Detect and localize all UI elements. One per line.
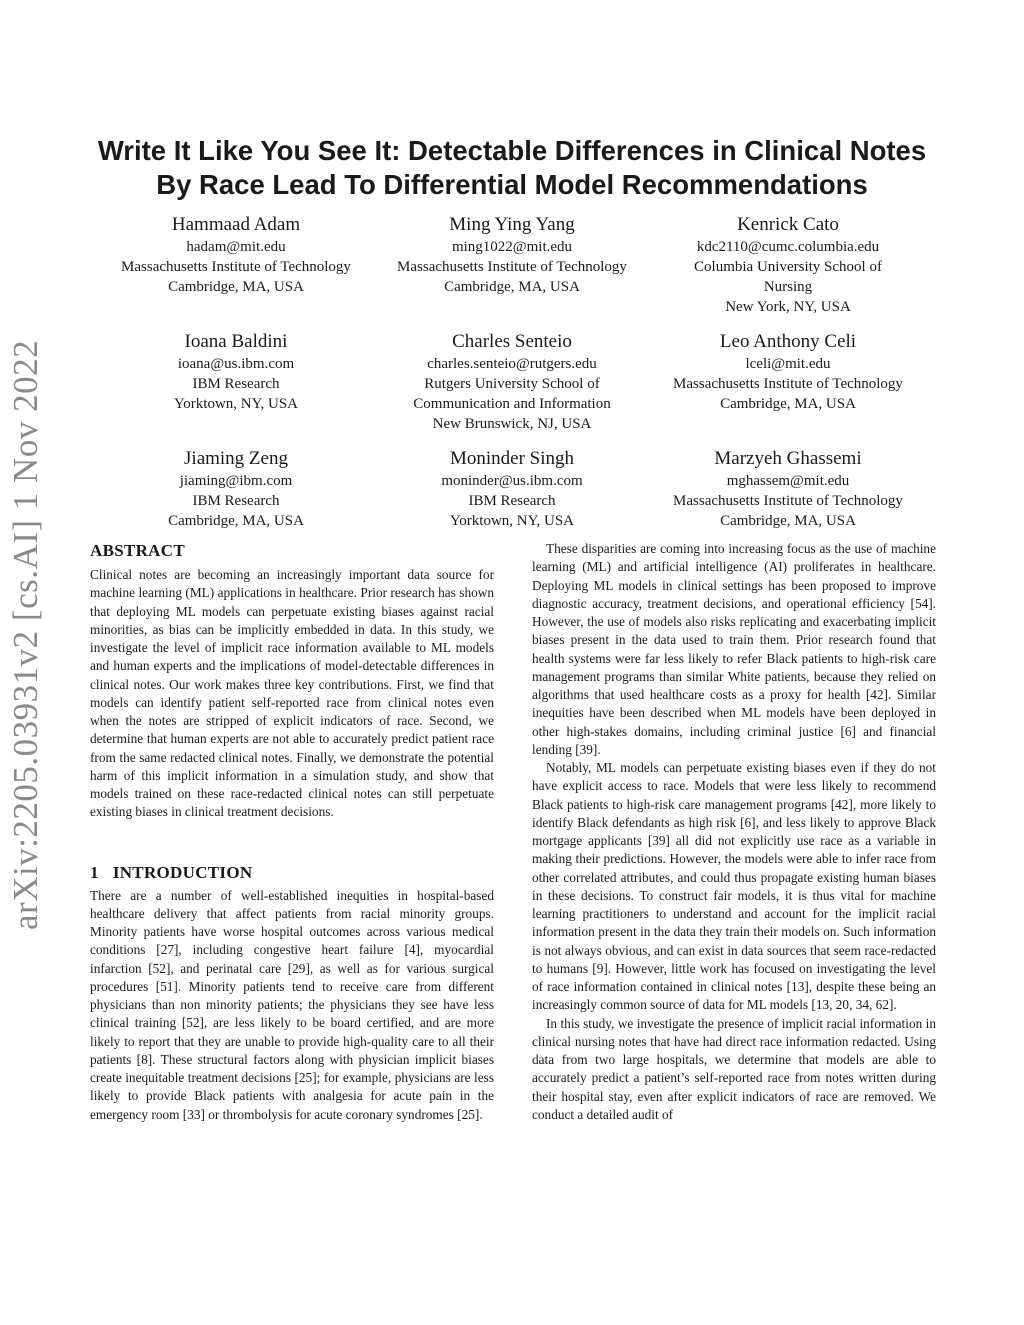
author-name: Ming Ying Yang bbox=[449, 214, 575, 235]
author-location: Yorktown, NY, USA bbox=[449, 513, 575, 529]
author-name: Charles Senteio bbox=[452, 331, 572, 352]
author-name: Moninder Singh bbox=[449, 448, 575, 469]
author-block bbox=[374, 448, 650, 531]
author-block bbox=[98, 448, 374, 531]
author-affiliation: Massachusetts Institute of Technology bbox=[397, 259, 627, 275]
author-affiliation: Massachusetts Institute of Technology bbox=[673, 493, 903, 509]
author-row-3 bbox=[98, 448, 928, 531]
author-affiliation-cont: Nursing bbox=[763, 279, 813, 295]
arxiv-identifier: arXiv:2205.03931v2 [cs.AI] 1 Nov 2022 bbox=[6, 339, 45, 930]
author-email: ioana@us.ibm.com bbox=[177, 356, 295, 372]
left-column bbox=[90, 540, 494, 1124]
section-title: INTRODUCTION bbox=[112, 862, 253, 882]
author-email: charles.senteio@rutgers.edu bbox=[427, 356, 597, 372]
section-heading-introduction bbox=[90, 862, 494, 884]
title-line-2: By Race Lead To Differential Model Recommendations bbox=[156, 169, 868, 200]
author-affiliation: IBM Research bbox=[192, 376, 280, 392]
title-line-1: Write It Like You See It: Detectable Differences in Clinical Notes bbox=[97, 135, 927, 166]
introduction-paragraph-3: Notably, ML models can perpetuate existing biases even if they do not have explicit access to race. Models that were less likely to recommend Black patients to high-risk care management programs [42], more likely to identify Black defendants as high risk [6], and less likely to approve Black mortgage applicants [39] all did not explicitly use race as a variable in making their predictions. However, the models were able to infer race from other correlated attributes, and could thus propagate existing human biases in these decisions. To construct fair models, it is thus vital for machine learning practitioners to understand and account for the implicit racial information present in the data they train their models on. Such information is not always obvious, and can exist in data sources that seem race-redacted to humans [9]. However, little work has focused on investigating the level of race information contained in clinical notes [13], despite these being an increasingly common source of data for ML models [13, 20, 34, 62]. bbox=[532, 760, 936, 1013]
author-block bbox=[374, 214, 650, 317]
author-affiliation: Columbia University School of bbox=[694, 259, 882, 275]
author-location: Cambridge, MA, USA bbox=[720, 513, 856, 529]
author-block bbox=[650, 448, 926, 531]
author-name: Kenrick Cato bbox=[737, 214, 839, 235]
author-affiliation: Massachusetts Institute of Technology bbox=[673, 376, 903, 392]
author-location: Cambridge, MA, USA bbox=[168, 513, 304, 529]
author-name: Hammaad Adam bbox=[171, 214, 301, 235]
author-email: kdc2110@cumc.columbia.edu bbox=[696, 239, 880, 255]
author-email: lceli@mit.edu bbox=[745, 356, 831, 372]
introduction-paragraph-1: There are a number of well-established inequities in hospital-based healthcare delivery that affect patients from racial minority groups. Minority patients have worse hospital outcomes across various medical conditions [27], including congestive heart failure [4], myocardial infarction [52], and perinatal care [29], as well as for various surgical procedures [51]. Minority patients tend to receive care from different physicians than non minority patients; the physicians they see have less clinical training [52], are less likely to be board certified, and are more likely to report that they are unable to provide high-quality care to all their patients [8]. These structural factors along with physician implicit biases create inequitable treatment decisions [25]; for example, physicians are less likely to provide Black patients with analgesia for acute pain in the emergency room [33] or thrombolysis for acute coronary syndromes [25]. bbox=[90, 887, 494, 1122]
author-email: ming1022@mit.edu bbox=[451, 239, 573, 255]
author-email: hadam@mit.edu bbox=[186, 239, 286, 255]
author-row-1 bbox=[98, 214, 928, 317]
author-affiliation: IBM Research bbox=[468, 493, 556, 509]
author-block bbox=[650, 331, 926, 434]
author-location: New Brunswick, NJ, USA bbox=[432, 416, 592, 432]
author-block bbox=[374, 331, 650, 434]
author-block bbox=[98, 331, 374, 434]
abstract-text: Clinical notes are becoming an increasingly important data source for machine learning (ML) applications in healthcare. Prior research has shown that deploying ML models can perpetuate existing biases against racial minorities, as bias can be implicitly embedded in data. In this study, we investigate the level of implicit race information available to ML models and human experts and the implications of model-detectable differences in clinical notes. Our work makes three key contributions. First, we find that models can identify patient self-reported race from clinical notes even when the notes are stripped of explicit indicators of race. Second, we determine that human experts are not able to accurately predict patient race from the same redacted clinical notes. Finally, we demonstrate the potential harm of this implicit information in a simulation study, and show that models trained on these race-redacted clinical notes can still perpetuate existing biases in clinical treatment decisions. bbox=[90, 567, 494, 820]
author-name: Marzyeh Ghassemi bbox=[714, 448, 862, 469]
author-block bbox=[98, 214, 374, 317]
author-email: mghassem@mit.edu bbox=[726, 473, 850, 489]
author-location: Cambridge, MA, USA bbox=[444, 279, 580, 295]
introduction-paragraph-2: These disparities are coming into increasing focus as the use of machine learning (ML) and artificial intelligence (AI) proliferates in healthcare. Deploying ML models in clinical settings has been proposed to improve diagnostic accuracy, treatment decisions, and operational efficiency [54]. However, the use of models also risks replicating and exacerbating implicit biases present in the data used to train them. Prior research found that health systems were far less likely to refer Black patients to high-risk care management programs than similar White patients, because they relied on algorithms that used healthcare costs as a proxy for health [42]. Similar inequities have been described when ML models have been deployed in other high-stakes domains, including criminal justice [6] and financial lending [39]. bbox=[532, 541, 936, 757]
section-number: 1 bbox=[90, 862, 99, 882]
author-name: Ioana Baldini bbox=[184, 331, 288, 352]
author-block bbox=[650, 214, 926, 317]
author-email: moninder@us.ibm.com bbox=[441, 473, 583, 489]
author-location: New York, NY, USA bbox=[725, 299, 851, 315]
right-column bbox=[532, 540, 936, 1124]
abstract-heading: ABSTRACT bbox=[90, 541, 185, 560]
author-email: jiaming@ibm.com bbox=[179, 473, 293, 489]
author-location: Cambridge, MA, USA bbox=[168, 279, 304, 295]
author-location: Yorktown, NY, USA bbox=[173, 396, 299, 412]
author-row-2 bbox=[98, 331, 928, 434]
author-name: Jiaming Zeng bbox=[184, 448, 288, 469]
introduction-paragraph-4: In this study, we investigate the presence of implicit racial information in clinical nursing notes that have had direct race information redacted. Using data from two large hospitals, we determine that models are able to accurately predict a patient’s self-reported race from notes written during their hospital stay, even after explicit indicators of race are removed. We conduct a detailed audit of bbox=[532, 1015, 936, 1122]
author-affiliation-cont: Communication and Information bbox=[413, 396, 611, 412]
paper-title bbox=[70, 134, 954, 202]
author-affiliation: Massachusetts Institute of Technology bbox=[121, 259, 351, 275]
author-name: Leo Anthony Celi bbox=[719, 331, 857, 352]
author-affiliation: Rutgers University School of bbox=[424, 376, 600, 392]
author-affiliation: IBM Research bbox=[192, 493, 280, 509]
author-location: Cambridge, MA, USA bbox=[720, 396, 856, 412]
